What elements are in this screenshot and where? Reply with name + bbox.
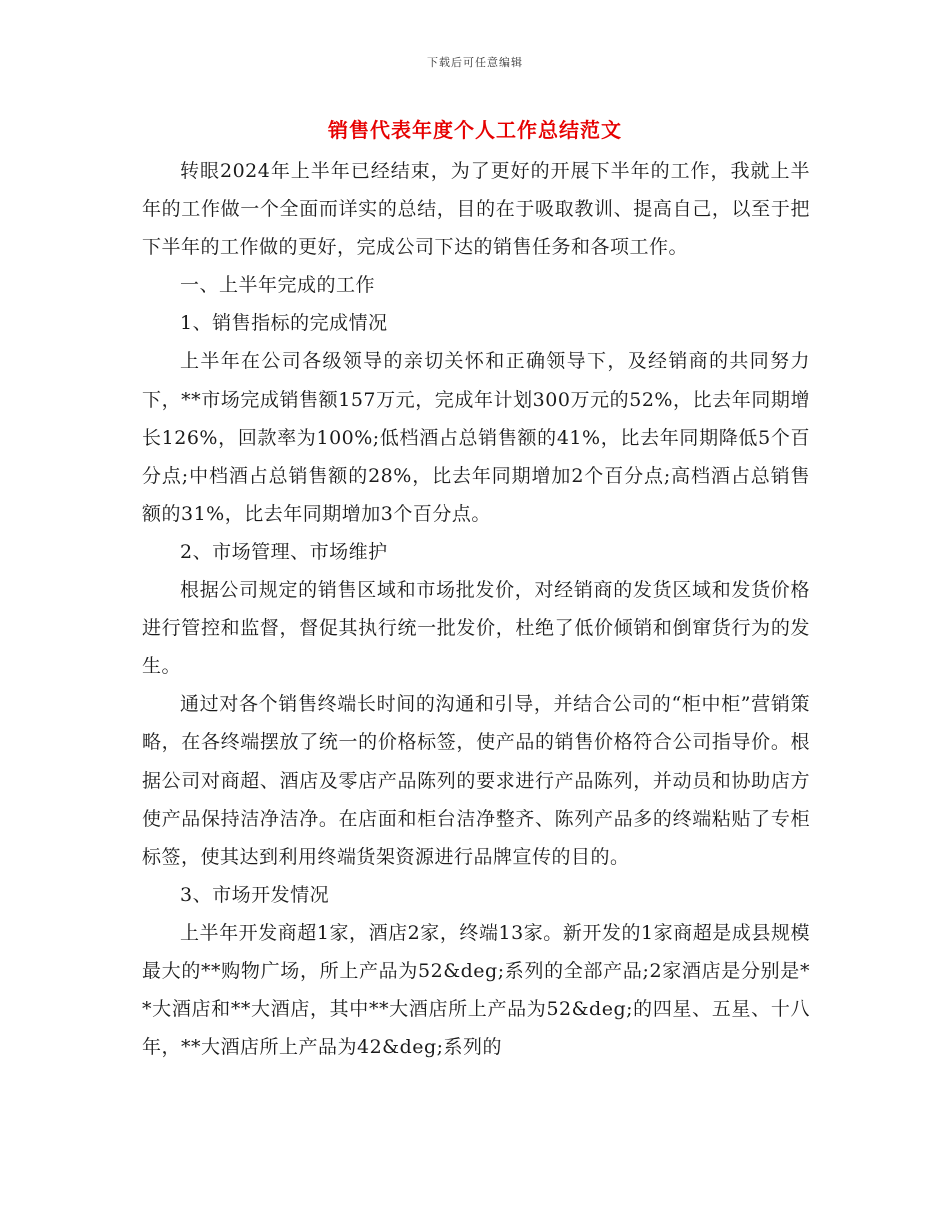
section-heading: 一、上半年完成的工作 (180, 274, 376, 297)
header-note: 下载后可任意编辑 (427, 56, 523, 69)
paragraph: 上半年在公司各级领导的亲切关怀和正确领导下，及经销商的共同努力下，**市场完成销售额157万元，完成年计划300万元的52%，比去年同期增长126%，回款率为100%;低档酒占总销售额的41%，比去年同期降低5个百分点;中档酒占总销售额的28%，比去年同期增加2个百分点;高档酒占总销售额的31%，比去年同期增加3个百分点。 (142, 350, 810, 525)
subsection-heading: 1、销售指标的完成情况 (180, 312, 388, 335)
paragraph-intro: 转眼2024年上半年已经结束，为了更好的开展下半年的工作，我就上半年的工作做一个全面而详实的总结，目的在于吸取教训、提高自己，以至于把下半年的工作做的更好，完成公司下达的销售任务和各项工作。 (142, 160, 810, 259)
paragraph: 通过对各个销售终端长时间的沟通和引导，并结合公司的“柜中柜”营销策略，在各终端摆放了统一的价格标签，使产品的销售价格符合公司指导价。根据公司对商超、酒店及零店产品陈列的要求进行产品陈列，并动员和协助店方使产品保持洁净洁净。在店面和柜台洁净整齐、陈列产品多的终端粘贴了专柜标签，使其达到利用终端货架资源进行品牌宣传的目的。 (142, 693, 810, 868)
subsection-heading: 2、市场管理、市场维护 (180, 540, 388, 563)
subsection-heading: 3、市场开发情况 (180, 883, 330, 906)
paragraph: 上半年开发商超1家，酒店2家，终端13家。新开发的1家商超是成县规模最大的**购物广场，所上产品为52&deg;系列的全部产品;2家酒店是分别是**大酒店和**大酒店，其中**大酒店所上产品为52&deg;的四星、五星、十八年，**大酒店所上产品为42&deg;系列的 (142, 921, 810, 1059)
document-title: 销售代表年度个人工作总结范文 (328, 118, 622, 142)
document-body (142, 152, 810, 1066)
paragraph: 根据公司规定的销售区域和市场批发价，对经销商的发货区域和发货价格进行管控和监督，督促其执行统一批发价，杜绝了低价倾销和倒窜货行为的发生。 (142, 579, 810, 678)
